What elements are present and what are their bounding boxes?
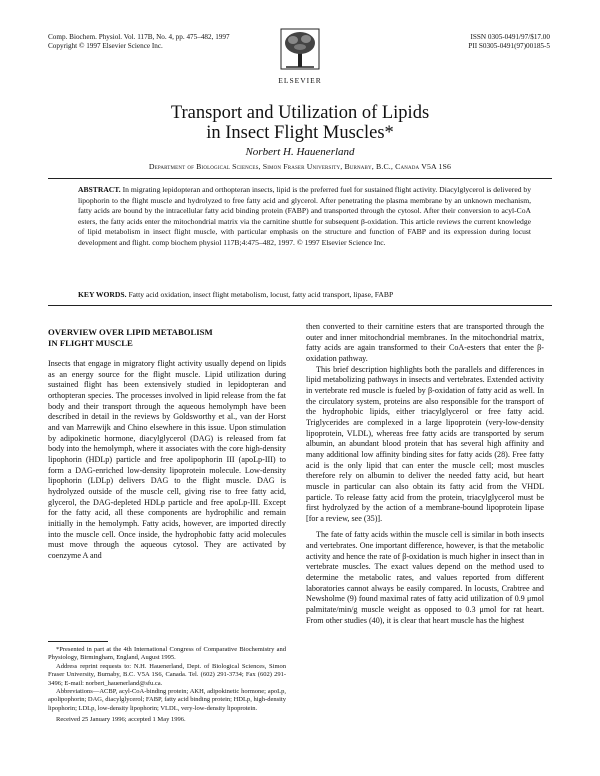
logo-text: ELSEVIER bbox=[278, 76, 322, 85]
section-heading-line-1: OVERVIEW OVER LIPID METABOLISM bbox=[48, 327, 213, 337]
right-column bbox=[306, 322, 544, 626]
abstract-text: In migrating lepidopteran and orthopteran insects, lipid is the preferred fuel for sustained flight activity. Diacylglycerol is delivered by lipophorin to the flight muscle and hydrolyzed to free fatty acid and glycerol. After penetrating the plasma membrane by an unknown mechanism, fatty acids are bound by the intracellular fatty acid binding protein (FABP) and transported through the cytosol. After their conversion to acyl-CoA esters, the fatty acids enter the mitochondrial matrix via the carnitine shuttle for subsequent β-oxidation. This article reviews the current knowledge of lipid metabolism in insect flight muscle, with particular emphasis on the structure and function of FABP and its expression during locust development and flight. comp biochem physiol 117B;4:475–482, 1997. © 1997 Elsevier Science Inc. bbox=[78, 185, 531, 247]
bottom-divider bbox=[48, 305, 552, 306]
author: Norbert H. Hauenerland bbox=[245, 146, 355, 158]
issn-block bbox=[468, 33, 550, 51]
footnote-abbreviations: Abbreviations—ACBP, acyl-CoA-binding protein; AKH, adipokinetic hormone; apoLp, apolipophorin; DAG, diacylglycerol; FABP, fatty acid binding protein; HDLp, high-density lipophorin; LDLp, low-density lipophorin; VLDL, very-low-density lipoprotein. bbox=[48, 688, 286, 712]
article-title bbox=[0, 103, 600, 143]
title-line-1: Transport and Utilization of Lipids bbox=[170, 103, 430, 123]
pii: PII S0305-0491(97)00185-5 bbox=[468, 42, 550, 50]
journal-citation bbox=[48, 33, 230, 51]
left-column bbox=[48, 327, 286, 561]
abstract bbox=[78, 185, 531, 248]
footnote-presented: *Presented in part at the 4th International Congress of Comparative Biochemistry and Physiology, Birmingham, England, August 1995. bbox=[48, 646, 286, 662]
top-divider bbox=[48, 178, 552, 179]
title-line-2: in Insect Flight Muscles* bbox=[206, 123, 394, 143]
section-heading bbox=[48, 327, 286, 349]
left-paragraph-1: Insects that engage in migratory flight activity usually depend on lipids as an energy source for the flight muscle. Lipid utilization during sustained flight has been extensively studied in lepidopteran and orthopteran species. The processes involved in lipid release from the fat body and their transport through the aqueous hemolymph have been described in detail in the reviews by Goldsworthy et al., van der Horst and van Marrewijk and Chino elsewhere in this issue. Upon stimulation by adipokinetic hormone, diacylglycerol (DAG) is released from fat body into the hemolymph, where it associates with the core high-density lipophorin (HDLp) particle and free apolipophorin III (apoLp-III) to form a DAG-enriched low-density lipoprotein molecule. Low-density lipophorin (LDLp) delivers DAG to the flight muscle. DAG is hydrolyzed outside of the muscle cell, giving rise to free fatty acid, glycerol, the DAG-depleted HDLp particle and free apoLp-III. Except for the fatty acid, all these components are hydrophilic and remain initially in the hemolymph. Fatty acids, however, are imported directly into the muscle cell. Once inside, the hydrophobic fatty acid molecules must move through the aqueous cytosol. They are activated by coenzyme A and bbox=[48, 359, 286, 560]
issn: ISSN 0305-0491/97/$17.00 bbox=[470, 33, 550, 41]
right-paragraph-3: The fate of fatty acids within the muscle cell is similar in both insects and vertebrates. One important difference, however, is that the metabolic activity and hence the rate of β-oxidation is much higher in insect than in vertebrate muscles. The exact values depend on the method used to determine the metabolic rates, and values reported from different laboratories cannot always be easily compared. In locusts, Crabtree and Newsholme (9) found maximal rates of fatty acid utilization of 0.9 μmol palmitate/min/g muscle weight as opposed to 0.3 μmol for rat heart. From other studies (40), it is clear that heart muscle has the highest bbox=[306, 530, 544, 625]
abstract-label: ABSTRACT. bbox=[78, 185, 121, 194]
keywords-text: Fatty acid oxidation, insect flight metabolism, locust, fatty acid transport, lipase, FABP bbox=[128, 290, 394, 299]
publisher-logo bbox=[276, 28, 324, 85]
right-paragraph-2: This brief description highlights both the parallels and differences in lipid metabolizing pathways in insects and vertebrates. Extended activity in vertebrate red muscle is fueled by β-oxidation of fatty acid as well. In the circulatory system, proteins are also responsible for the transport of the hydrophobic lipids, either triacylglycerol or free fatty acid. Triglycerides are complexed in a large lipoprotein (very-low-density lipoprotein, VLDL), whereas free fatty acids are transported by serum albumin, an abundant blood protein that has several high affinity and many additional low affinity binding sites for fatty acids (28). Free fatty acid is the only lipid that can enter the muscle cell; most muscles therefore rely on albumin to deliver the needed fatty acid, but heart muscle in particular can also obtain its fatty acid from the VHDL particle. To release fatty acid from the protein, triacylglycerol must be first hydrolyzed by the action of a membrane-bound lipoprotein lipase [for a review, see (35)]. bbox=[306, 364, 544, 523]
right-paragraph-1: then converted to their carnitine esters that are transported through the outer and inner mitochondrial membranes. In the mitochondrial matrix, fatty acids are again transformed to their CoA-esters that enter the β-oxidation pathway. bbox=[306, 322, 544, 363]
journal-line-1: Comp. Biochem. Physiol. Vol. 117B, No. 4, pp. 475–482, 1997 bbox=[48, 33, 230, 41]
keywords bbox=[78, 290, 531, 300]
footnotes bbox=[48, 646, 286, 725]
elsevier-tree-icon bbox=[280, 28, 320, 70]
affiliation: Department of Biological Sciences, Simon Fraser University, Burnaby, B.C., Canada V5A 1S6 bbox=[148, 162, 452, 171]
footnote-address: Address reprint requests to: N.H. Hauenerland, Dept. of Biological Sciences, Simon Fraser University, Burnaby, B.C. V5A 1S6, Canada. Tel. (602) 291-3734; Fax (602) 291-3496; E-mail: norbert_hauenerland@sfu.ca. bbox=[48, 662, 286, 687]
footnote-received: Received 25 January 1996; accepted 1 May 1996. bbox=[56, 716, 186, 724]
footnote-divider bbox=[48, 641, 108, 642]
section-heading-line-2: IN FLIGHT MUSCLE bbox=[48, 338, 133, 348]
journal-line-2: Copyright © 1997 Elsevier Science Inc. bbox=[48, 42, 163, 50]
keywords-label: KEY WORDS. bbox=[78, 290, 127, 299]
